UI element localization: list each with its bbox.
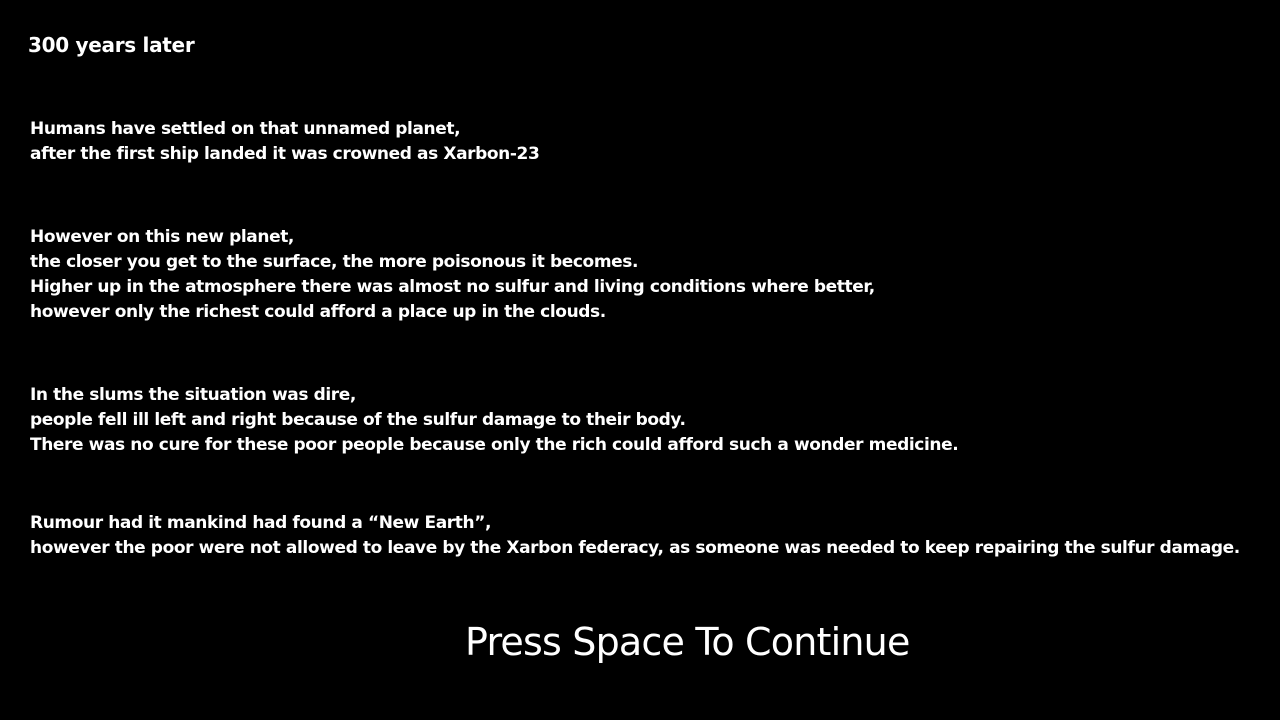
story-line: however only the richest could afford a place up in the clouds. bbox=[30, 302, 606, 322]
story-line: the closer you get to the surface, the more poisonous it becomes. bbox=[30, 252, 639, 272]
story-paragraph-2 bbox=[30, 225, 875, 325]
story-line: people fell ill left and right because of the sulfur damage to their body. bbox=[30, 410, 686, 430]
press-space-to-continue-prompt[interactable]: Press Space To Continue bbox=[465, 620, 910, 664]
story-title: 300 years later bbox=[28, 33, 195, 57]
story-line: In the slums the situation was dire, bbox=[30, 385, 356, 405]
story-paragraph-4 bbox=[30, 511, 1240, 561]
story-line: however the poor were not allowed to leave by the Xarbon federacy, as someone was needed to keep repairing the sulfur damage. bbox=[30, 538, 1240, 558]
story-line: Rumour had it mankind had found a “New Earth”, bbox=[30, 513, 492, 533]
story-line: There was no cure for these poor people because only the rich could afford such a wonder medicine. bbox=[30, 435, 959, 455]
story-paragraph-1 bbox=[30, 117, 539, 167]
story-line: However on this new planet, bbox=[30, 227, 294, 247]
story-line: Humans have settled on that unnamed planet, bbox=[30, 119, 461, 139]
story-line: after the first ship landed it was crowned as Xarbon-23 bbox=[30, 144, 540, 164]
story-paragraph-3 bbox=[30, 383, 958, 458]
story-line: Higher up in the atmosphere there was almost no sulfur and living conditions where better, bbox=[30, 277, 875, 297]
